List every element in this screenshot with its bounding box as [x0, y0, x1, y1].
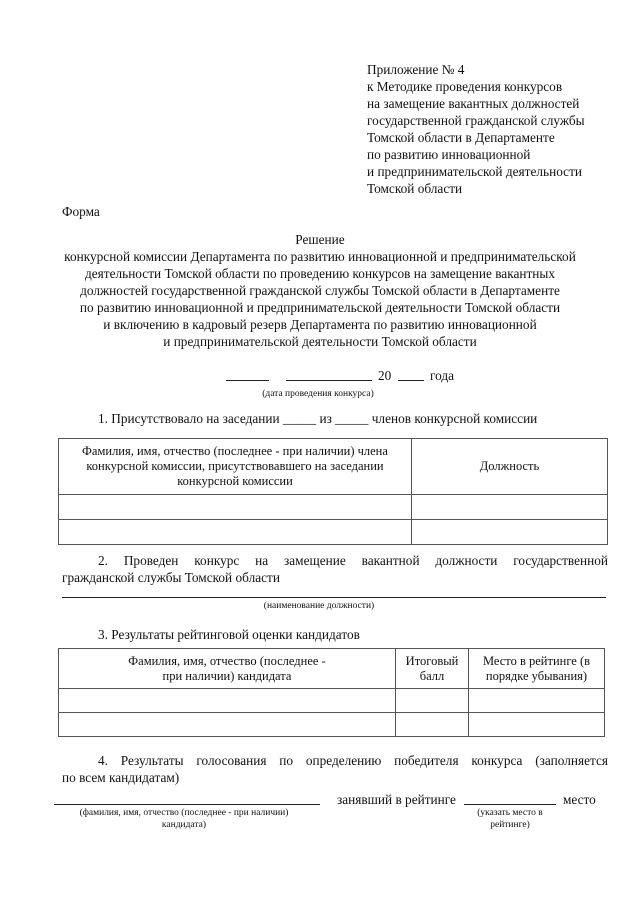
- title-line: по развитию инновационной и предпринимательской деятельности Томской области: [79, 300, 561, 315]
- section4-line2: по всем кандидатам): [62, 770, 180, 785]
- appendix-line: Приложение № 4: [367, 62, 465, 77]
- rating-place-caption: [470, 807, 550, 831]
- date-day-blank[interactable]: [226, 380, 269, 381]
- candidate-name-header: [59, 649, 396, 689]
- position-caption: (наименование должности): [263, 601, 375, 611]
- date-year-blank[interactable]: [398, 380, 424, 381]
- position-name-blank[interactable]: [62, 597, 606, 598]
- section3-text: 3. Результаты рейтинговой оценки кандидатов: [98, 627, 360, 642]
- ranked-label: занявший в рейтинге: [337, 792, 456, 807]
- candidate-name-caption-text: (фамилия, имя, отчество (последнее - при наличии) кандидата): [79, 808, 289, 830]
- title-heading: Решение: [295, 232, 345, 247]
- section2-line2: гражданской службы Томской области: [62, 570, 280, 585]
- table-cell[interactable]: [59, 495, 412, 520]
- date-year-suffix: года: [430, 368, 455, 383]
- table-cell[interactable]: [469, 689, 605, 713]
- header-text: Фамилия, имя, отчество (последнее - при наличии) кандидата: [128, 653, 326, 683]
- table-cell[interactable]: [412, 520, 608, 545]
- section4-line1: [98, 752, 608, 769]
- table-cell[interactable]: [396, 689, 469, 713]
- title-line: должностей государственной гражданской службы Томской области в Департаменте: [80, 283, 560, 298]
- section4-line1-text: 4. Результаты голосования по определению победителя конкурса (заполняется: [98, 753, 608, 768]
- appendix-line: на замещение вакантных должностей: [367, 96, 580, 111]
- appendix-line: Томской области в Департаменте: [367, 130, 555, 145]
- section2-line1: [98, 552, 608, 569]
- title-line: и включению в кадровый резерв Департамента по развитию инновационной: [103, 317, 537, 332]
- form-label: Форма: [62, 204, 100, 219]
- date-month-blank[interactable]: [286, 380, 372, 381]
- rating-place-header: [469, 649, 605, 689]
- rating-place-caption-text: (указать место в рейтинге): [477, 808, 543, 830]
- rating-place-blank[interactable]: [464, 804, 556, 805]
- table-cell[interactable]: [469, 713, 605, 737]
- candidate-name-caption: [64, 807, 304, 831]
- rating-table: [58, 648, 605, 737]
- appendix-line: государственной гражданской службы: [367, 113, 585, 128]
- title-line: деятельности Томской области по проведению конкурсов на замещение вакантных: [85, 266, 555, 281]
- appendix-line: и предпринимательской деятельности: [367, 164, 582, 179]
- commission-table: [58, 438, 608, 545]
- document-title: [40, 231, 600, 350]
- section1-text: 1. Присутствовало на заседании _____ из _____ членов конкурсной комиссии: [98, 411, 538, 426]
- title-line: и предпринимательской деятельности Томской области: [163, 334, 477, 349]
- commission-name-header: [59, 439, 412, 495]
- date-year-prefix: 20: [378, 368, 392, 383]
- section2-line1-text: 2. Проведен конкурс на замещение вакантной должности государственной: [98, 553, 608, 568]
- table-cell[interactable]: [59, 713, 396, 737]
- commission-position-header: Должность: [412, 439, 608, 495]
- candidate-name-blank[interactable]: [54, 804, 320, 805]
- header-text: Фамилия, имя, отчество (последнее - при наличии) члена конкурсной комиссии, присутствовавшего на заседании конкурсной комиссии: [82, 444, 388, 488]
- appendix-line: к Методике проведения конкурсов: [367, 79, 563, 94]
- table-cell[interactable]: [412, 495, 608, 520]
- appendix-line: по развитию инновационной: [367, 147, 531, 162]
- table-cell[interactable]: [59, 689, 396, 713]
- appendix-line: Томской области: [367, 181, 463, 196]
- header-text: Итоговый балл: [405, 653, 459, 683]
- table-cell[interactable]: [396, 713, 469, 737]
- date-caption: (дата проведения конкурса): [262, 389, 374, 399]
- appendix-block: [367, 61, 627, 197]
- table-cell[interactable]: [59, 520, 412, 545]
- final-score-header: [396, 649, 469, 689]
- place-label: место: [563, 792, 596, 807]
- title-line: конкурсной комиссии Департамента по развитию инновационной и предпринимательской: [64, 249, 576, 264]
- header-text: Место в рейтинге (в порядке убывания): [482, 653, 591, 683]
